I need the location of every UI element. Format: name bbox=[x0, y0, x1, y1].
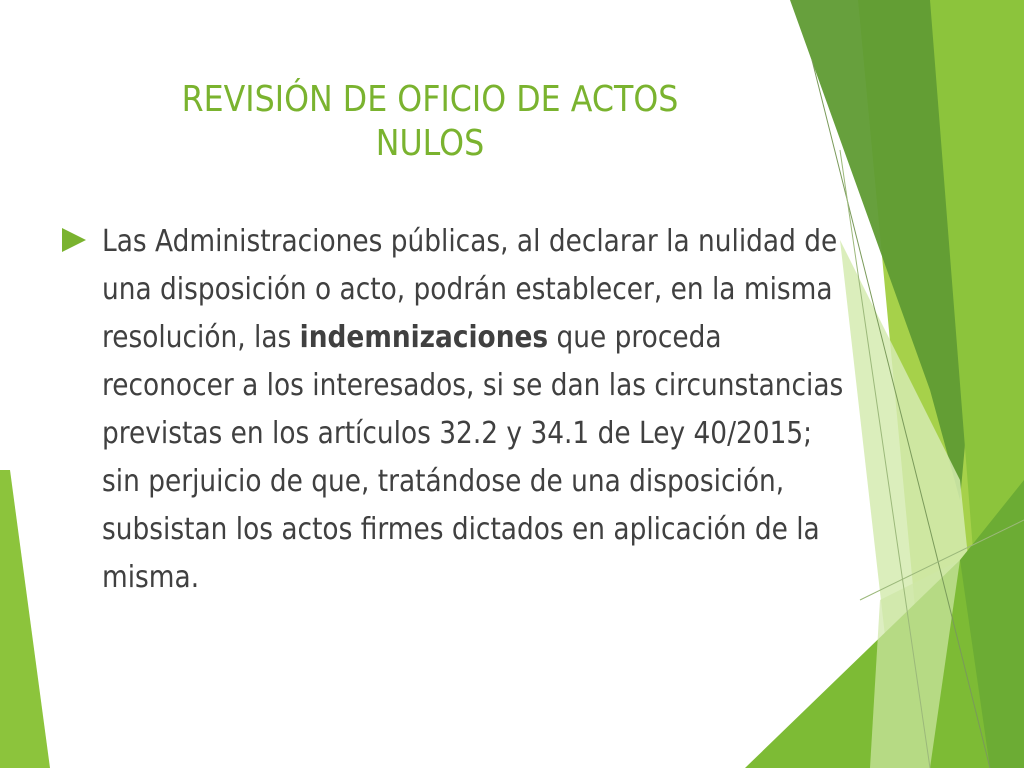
bullet-paragraph bbox=[102, 218, 850, 602]
slide-title bbox=[131, 78, 729, 166]
bullet-text-end: que proceda reconocer a los interesados, si se dan las circunstancias previstas en los artículos 32.2 y 34.1 de Ley 40/2015; sin perjuicio de que, tratándose de una disposición, subsistan los actos firmes dictados en aplicación de la misma. bbox=[102, 320, 844, 595]
title-line-2: NULOS bbox=[375, 123, 485, 164]
facet-left-sliver bbox=[0, 470, 50, 768]
title-line-1: REVISIÓN DE OFICIO DE ACTOS bbox=[181, 79, 679, 120]
bullet-text-bold: indemnizaciones bbox=[299, 320, 549, 355]
bullet-text-start: Las Administraciones públicas, al declarar la nulidad de una disposición o acto, podrán establecer, en la misma resolución, las bbox=[102, 224, 838, 355]
bullet-list bbox=[62, 218, 862, 602]
triangle-arrow-right-icon bbox=[62, 228, 86, 252]
